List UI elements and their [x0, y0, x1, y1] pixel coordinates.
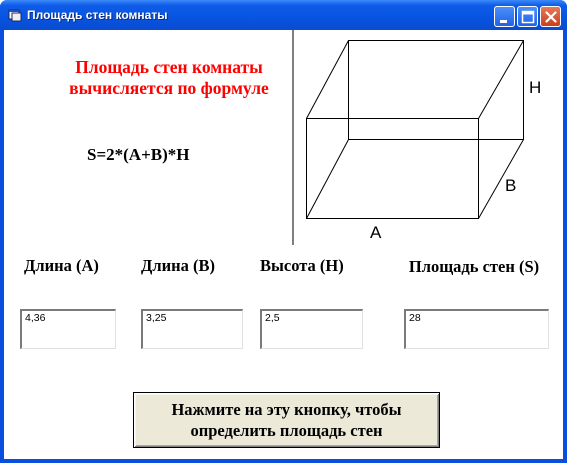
height-h-label: Высота (Н)	[260, 256, 344, 275]
area-s-label: Площадь стен (S)	[408, 257, 540, 276]
formula-heading: Площадь стен комнаты вычисляется по формуле	[69, 57, 269, 98]
close-icon	[541, 7, 562, 28]
title-bar[interactable]	[0, 0, 567, 30]
edge-bottom-right	[479, 140, 524, 219]
formula-text: S=2*(A+B)*H	[87, 145, 190, 164]
maximize-icon	[518, 7, 539, 28]
length-b-label: Длина (В)	[141, 256, 215, 275]
minimize-button[interactable]	[494, 6, 515, 27]
length-a-label: Длина (А)	[24, 256, 99, 275]
calculate-button[interactable]: Нажмите на эту кнопку, чтобы определить площадь стен	[133, 392, 440, 448]
area-s-output[interactable]: 28	[404, 309, 549, 349]
label-a: A	[370, 223, 382, 242]
window-title: Площадь стен комнаты	[27, 8, 168, 22]
length-a-input[interactable]: 4,36	[20, 309, 116, 349]
edge-top-right	[479, 41, 524, 119]
height-h-input[interactable]: 2,5	[260, 309, 363, 349]
label-h: H	[529, 78, 542, 97]
edge-bottom-left	[307, 140, 349, 219]
box-diagram	[292, 30, 548, 245]
app-icon[interactable]	[8, 8, 22, 22]
form-client-area	[4, 30, 563, 459]
minimize-icon	[495, 7, 516, 28]
back-face	[349, 41, 524, 140]
length-b-input[interactable]: 3,25	[141, 309, 243, 349]
front-face	[307, 119, 479, 219]
maximize-button[interactable]	[517, 6, 538, 27]
label-b: B	[505, 176, 517, 195]
close-button[interactable]	[540, 6, 561, 27]
edge-top-left	[307, 41, 349, 119]
